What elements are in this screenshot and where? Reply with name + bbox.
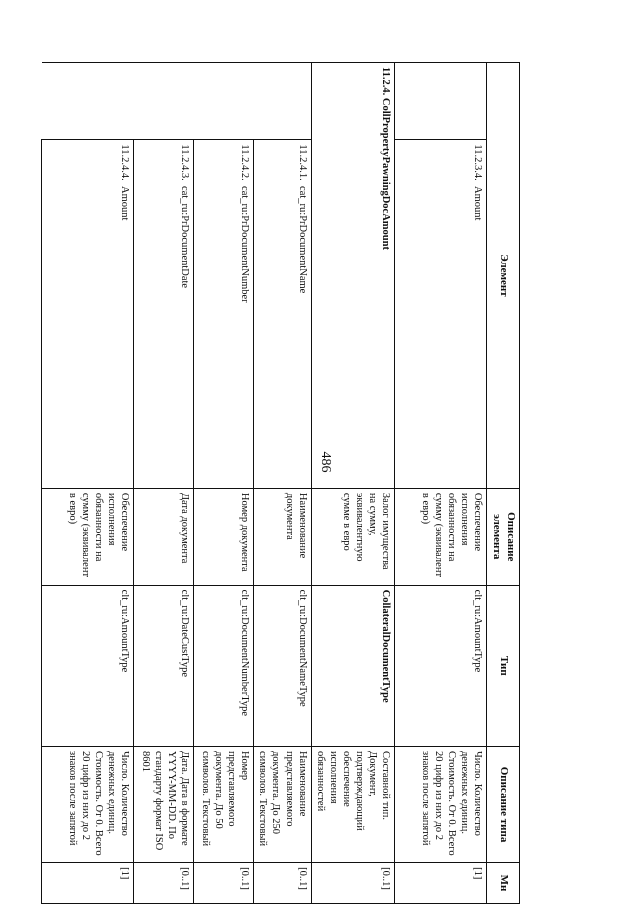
element-cell (254, 140, 312, 488)
table-row (42, 63, 134, 904)
indent-cell (254, 63, 312, 140)
element-description: Дата документа (134, 488, 194, 585)
element-description: Обеспечение исполнения обязанности на сумму (эквивалент в евро) (42, 488, 134, 585)
multiplicity: [1] (42, 863, 134, 904)
type-description: Дата. Дата в формате YYYY-MM-DD. По стандарту формат ISO 8601 (134, 746, 194, 862)
indent-cell (134, 63, 194, 140)
row-number: 11.2.4.2. (239, 144, 251, 181)
header-multiplicity: Мн (487, 863, 520, 904)
element-description: Номер документа (194, 488, 254, 585)
element-cell (395, 140, 487, 488)
table-row (194, 63, 254, 904)
multiplicity: [1] (395, 863, 487, 904)
element-name: cat_ru:PrDocumentDate (179, 186, 191, 289)
type-cell: CollateralDocumentType (311, 585, 395, 746)
element-name: cat_ru:PrDocumentNumber (239, 186, 251, 303)
multiplicity: [0..1] (194, 863, 254, 904)
element-name: CollPropertyPawningDocAmount (380, 97, 392, 250)
element-cell (311, 63, 395, 489)
multiplicity: [0..1] (254, 863, 312, 904)
page-number: 486 (318, 451, 333, 473)
rotated-table-container (66, 62, 520, 904)
element-description: Залог имущества на сумму, эквивалентную сумме в евро (311, 488, 395, 585)
element-cell (42, 140, 134, 488)
header-type: Тип (487, 585, 520, 746)
row-number: 11.2.4.3. (179, 144, 191, 181)
multiplicity: [0..1] (134, 863, 194, 904)
row-number: 11.2.4.1. (296, 144, 308, 181)
type-description: Составной тип. Документ, подтверждающий обеспечение исполнения обязанностей (311, 746, 395, 862)
element-description: Наименование документа (254, 488, 312, 585)
type-cell: clt_ru:DocumentNumberType (194, 585, 254, 746)
element-description: Обеспечение исполнения обязанности на сумму (эквивалент в евро) (395, 488, 487, 585)
table-row (134, 63, 194, 904)
row-number: 11.2.3.4. (472, 144, 484, 181)
type-description: Число. Количество денежных единиц. Стоимость. От 0. Всего 20 цифр из них до 2 знаков после запятой (395, 746, 487, 862)
element-name: Amount (119, 186, 131, 221)
element-cell (134, 140, 194, 488)
indent-cell (395, 63, 487, 140)
type-description: Число. Количество денежных единиц. Стоимость. От 0. Всего 20 цифр из них до 2 знаков после запятой (42, 746, 134, 862)
table-row (254, 63, 312, 904)
table-row (311, 63, 395, 904)
multiplicity: [0..1] (311, 863, 395, 904)
header-element-description: Описание элемента (487, 488, 520, 585)
type-cell: clt_ru:AmountType (395, 585, 487, 746)
table-row (395, 63, 487, 904)
type-cell: clt_ru:AmountType (42, 585, 134, 746)
element-cell (194, 140, 254, 488)
row-number: 11.2.4.4. (119, 144, 131, 181)
element-name: Amount (472, 186, 484, 221)
type-description: Номер представляемого документа. До 50 символов. Текстовый (194, 746, 254, 862)
schema-table (41, 62, 520, 904)
type-cell: clt_ru:DateCustType (134, 585, 194, 746)
table-header-row (487, 63, 520, 904)
type-cell: clt_ru:DocumentNameType (254, 585, 312, 746)
header-element: Элемент (487, 63, 520, 489)
header-type-description: Описание типа (487, 746, 520, 862)
type-description: Наименование представляемого документа. До 250 символов. Текстовый (254, 746, 312, 862)
row-number: 11.2.4. (380, 67, 392, 96)
element-name: cat_ru:PrDocumentName (296, 186, 308, 294)
indent-cell (42, 63, 134, 140)
indent-cell (194, 63, 254, 140)
